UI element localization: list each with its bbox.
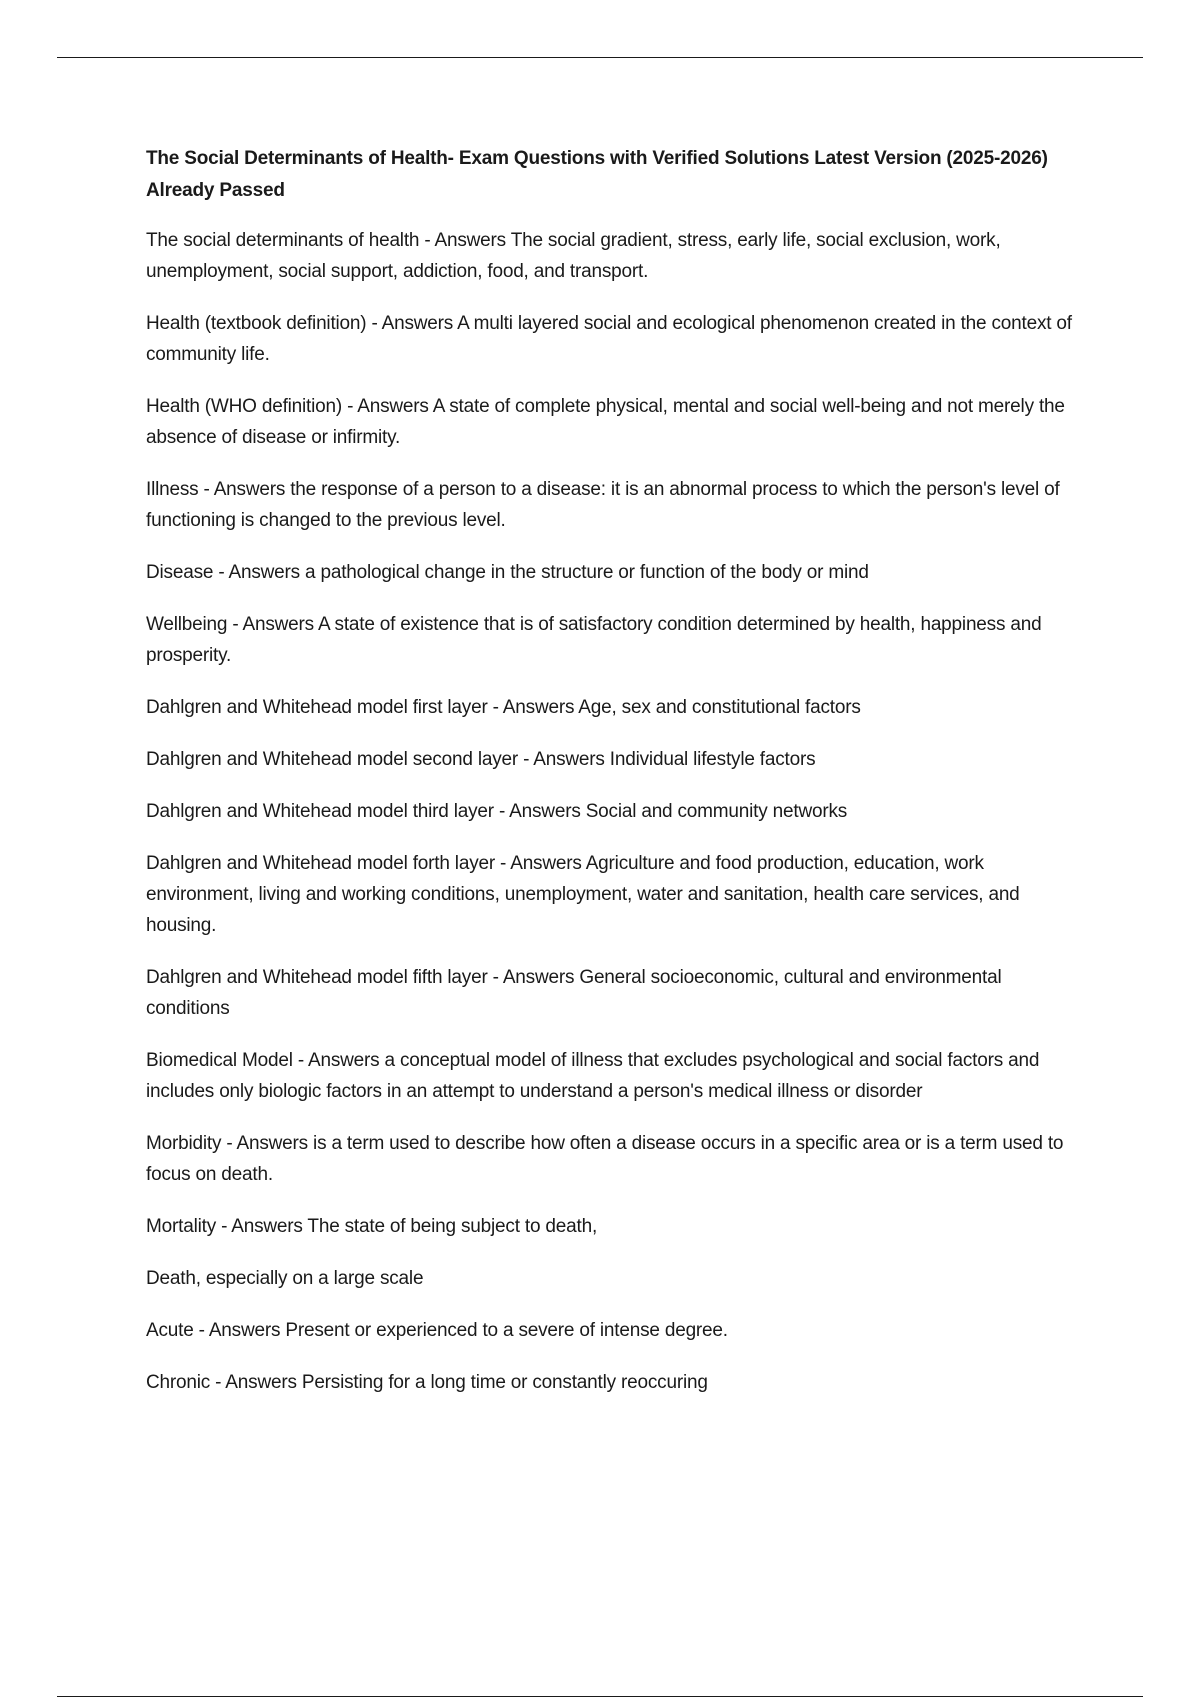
qa-entry: Biomedical Model - Answers a conceptual model of illness that excludes psychological and social factors and includes only biologic factors in an attempt to understand a person's medical illness or disorder <box>146 1050 1040 1102</box>
qa-entry: Dahlgren and Whitehead model third layer - Answers Social and community networks <box>146 801 848 822</box>
qa-entry: Dahlgren and Whitehead model forth layer - Answers Agriculture and food production, education, work environment, living and working conditions, unemployment, water and sanitation, health care services, and housing. <box>146 853 1020 936</box>
qa-entry: Dahlgren and Whitehead model first layer - Answers Age, sex and constitutional factors <box>146 697 861 718</box>
qa-entry: Mortality - Answers The state of being subject to death, <box>146 1216 598 1237</box>
header-rule <box>57 57 1143 58</box>
qa-entry: Health (textbook definition) - Answers A multi layered social and ecological phenomenon created in the context of community life. <box>146 313 1072 365</box>
qa-entry: The social determinants of health - Answers The social gradient, stress, early life, social exclusion, work, unemployment, social support, addiction, food, and transport. <box>146 230 1001 282</box>
qa-entry: Illness - Answers the response of a person to a disease: it is an abnormal process to which the person's level of functioning is changed to the previous level. <box>146 479 1060 531</box>
qa-entry: Disease - Answers a pathological change in the structure or function of the body or mind <box>146 562 869 583</box>
qa-entry: Acute - Answers Present or experienced to a severe of intense degree. <box>146 1320 728 1341</box>
qa-entry: Death, especially on a large scale <box>146 1268 424 1289</box>
qa-entry: Chronic - Answers Persisting for a long time or constantly reoccuring <box>146 1372 708 1393</box>
qa-entry: Dahlgren and Whitehead model second layer - Answers Individual lifestyle factors <box>146 749 816 770</box>
qa-entry: Wellbeing - Answers A state of existence that is of satisfactory condition determined by health, happiness and prosperity. <box>146 614 1042 666</box>
qa-entry: Morbidity - Answers is a term used to describe how often a disease occurs in a specific area or is a term used to focus on death. <box>146 1133 1064 1185</box>
qa-entry: Health (WHO definition) - Answers A state of complete physical, mental and social well-being and not merely the absence of disease or infirmity. <box>146 396 1065 448</box>
document-title: The Social Determinants of Health- Exam Questions with Verified Solutions Latest Version (2025-2026) Already Passed <box>146 148 1048 201</box>
qa-entry: Dahlgren and Whitehead model fifth layer - Answers General socioeconomic, cultural and environmental conditions <box>146 967 1002 1019</box>
footer-rule <box>57 1696 1143 1697</box>
document-body <box>146 143 1086 1419</box>
